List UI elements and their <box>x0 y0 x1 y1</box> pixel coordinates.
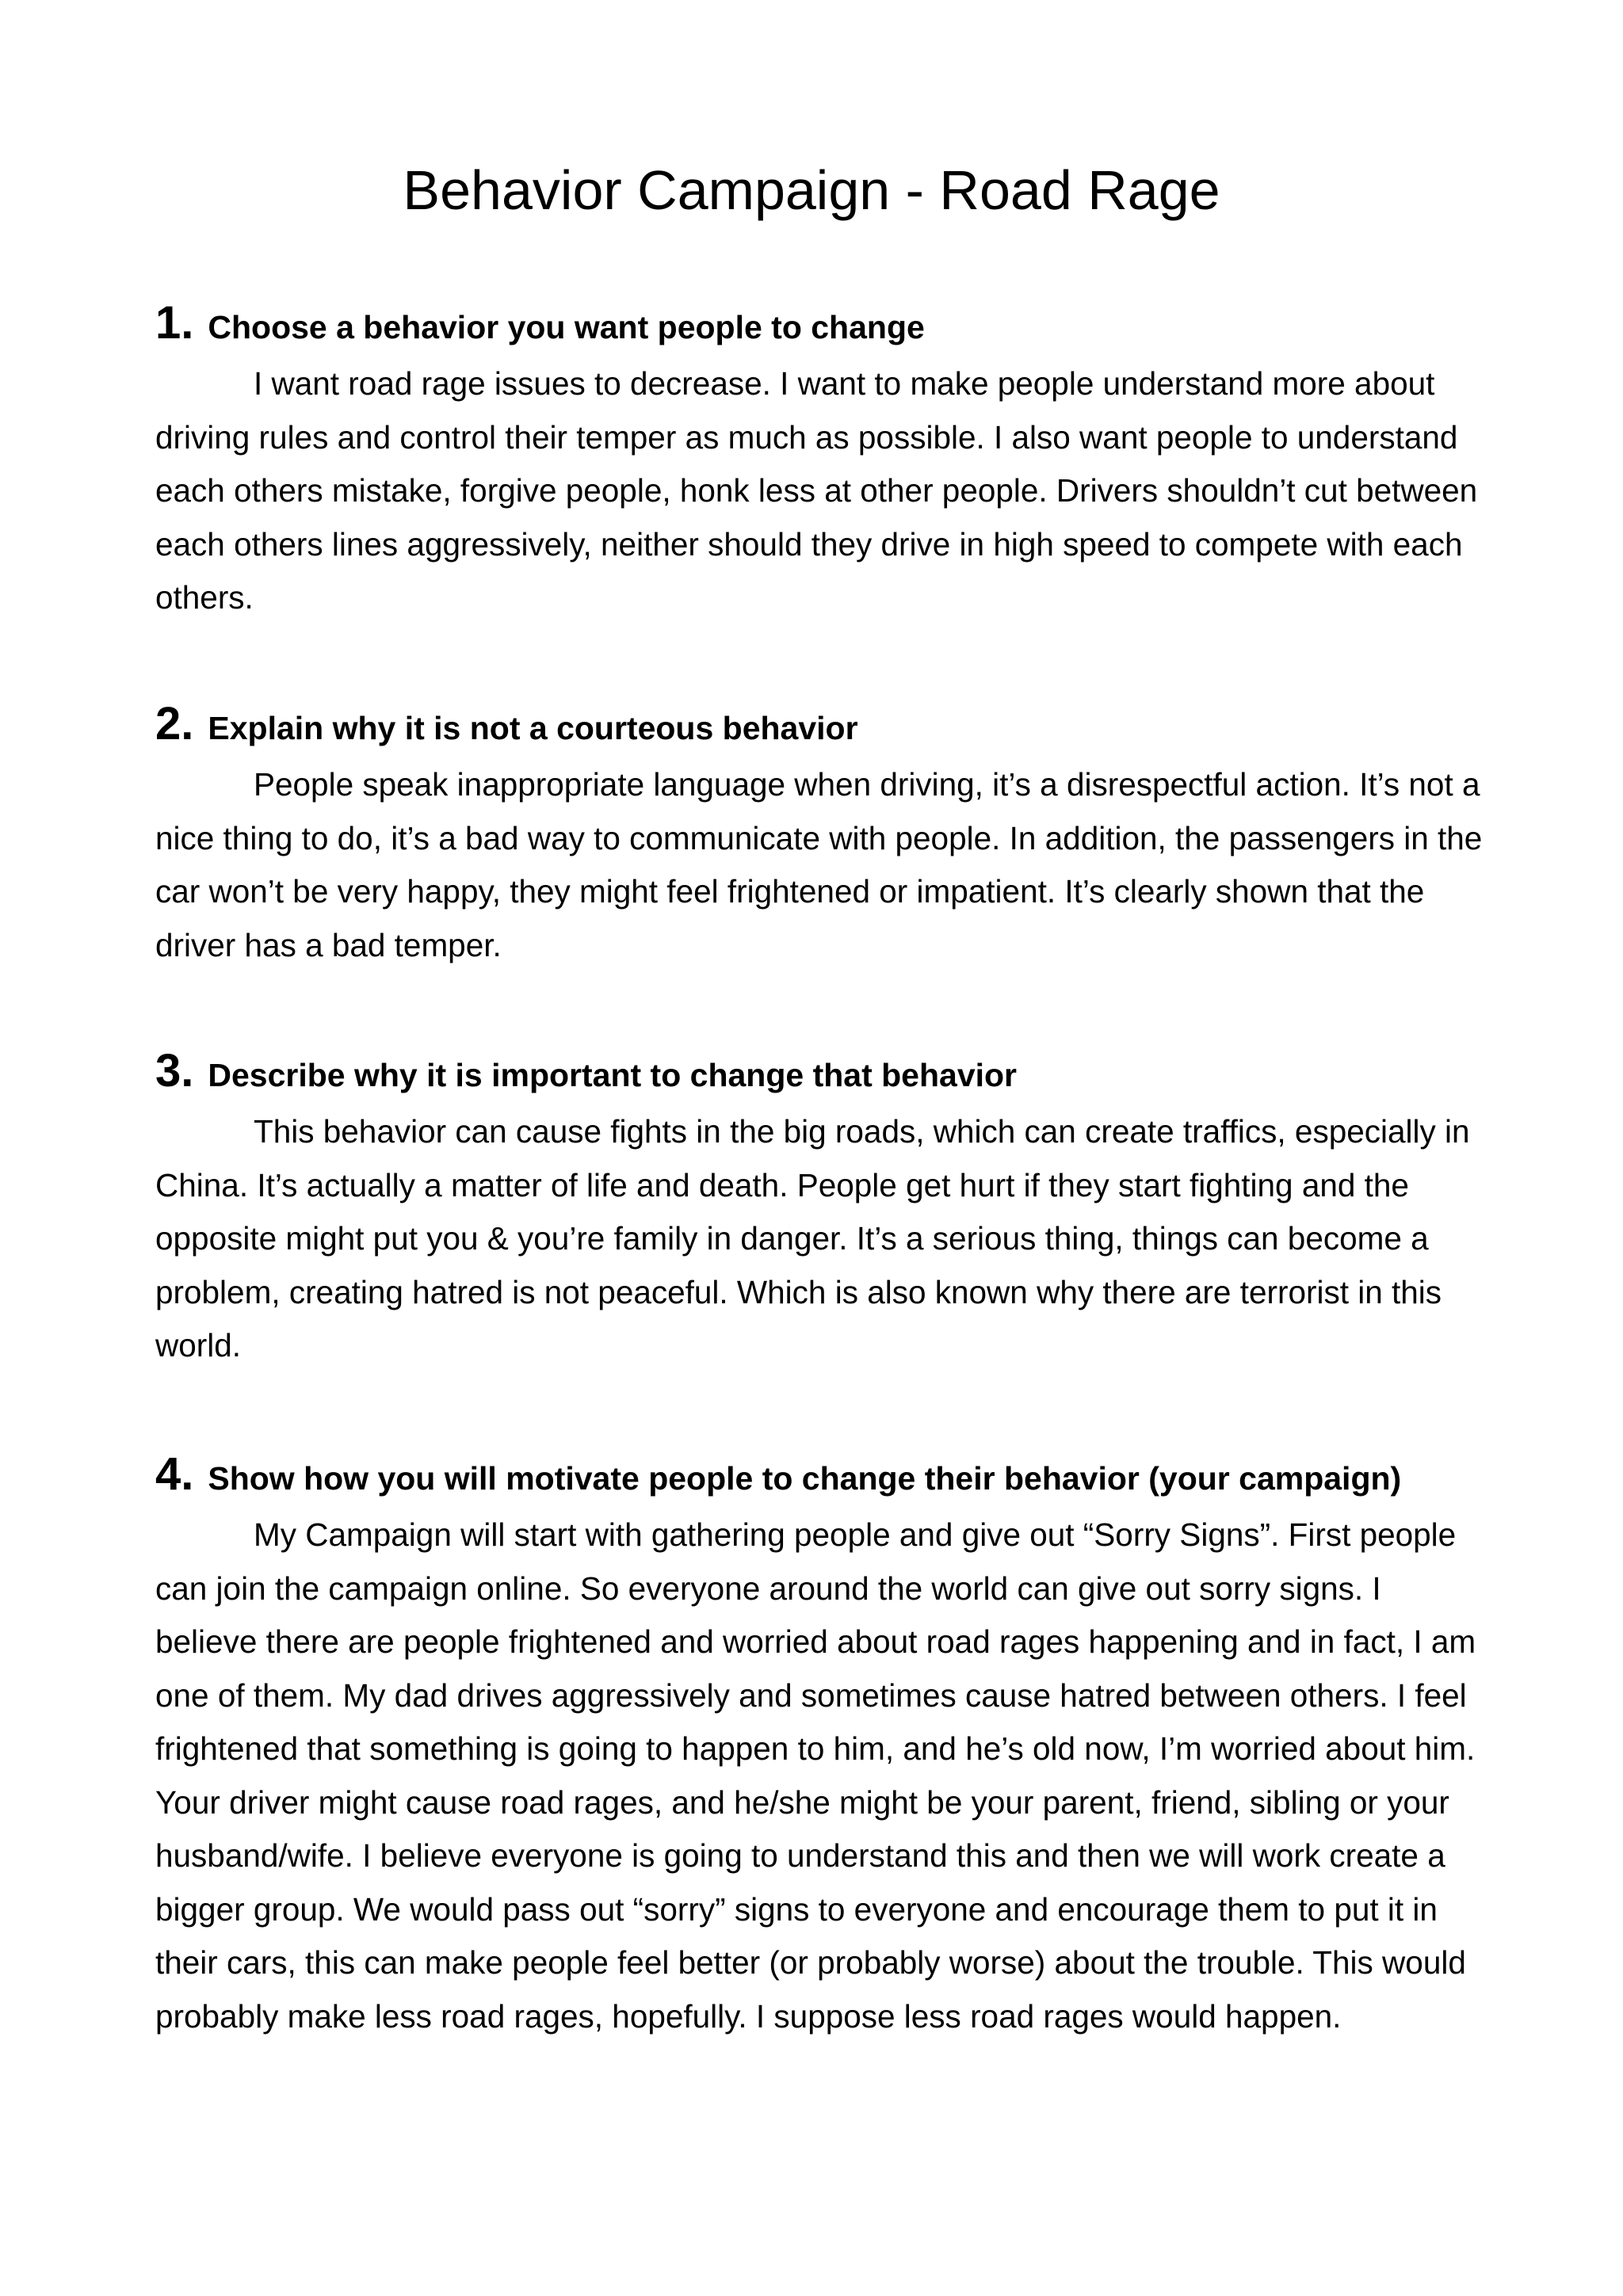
section-number: 2. <box>155 698 194 749</box>
section-body: My Campaign will start with gathering people and give out “Sorry Signs”. First people can join the campaign online. So everyone around the world can give out sorry signs. I believe there are people frightened and worried about road rages happening and in fact, I am one of them. My dad drives aggressively and sometimes cause hatred between others. I feel frightened that something is going to happen to him, and he’s old now, I’m worried about him. Your driver might cause road rages, and he/she might be your parent, friend, sibling or your husband/wife. I believe everyone is going to understand this and then we will work create a bigger group. We would pass out “sorry” signs to everyone and encourage them to put it in their cars, this can make people feel better (or probably worse) about the trouble. This would probably make less road rages, hopefully. I suppose less road rages would happen. <box>155 1516 1476 2035</box>
section-2 <box>155 700 1487 972</box>
section-heading-text: Show how you will motivate people to change their behavior (your campaign) <box>208 1460 1402 1497</box>
section-heading-text: Choose a behavior you want people to change <box>208 309 925 345</box>
section-1 <box>155 299 1487 625</box>
section-heading-text: Explain why it is not a courteous behavior <box>208 710 858 746</box>
section-heading <box>155 299 1487 351</box>
section-heading-text: Describe why it is important to change that behavior <box>208 1057 1018 1093</box>
section-heading <box>155 700 1487 752</box>
section-body: People speak inappropriate language when driving, it’s a disrespectful action. It’s not a nice thing to do, it’s a bad way to communicate with people. In addition, the passengers in the car won’t be very happy, they might feel frightened or impatient. It’s clearly shown that the driver has a bad temper. <box>155 766 1483 963</box>
section-heading <box>155 1448 1487 1502</box>
section-number: 3. <box>155 1045 194 1097</box>
section-heading <box>155 1047 1487 1099</box>
section-number: 4. <box>155 1448 194 1500</box>
document-title: Behavior Campaign - Road Rage <box>403 159 1220 221</box>
section-number: 1. <box>155 297 194 349</box>
section-body: I want road rage issues to decrease. I want to make people understand more about driving rules and control their temper as much as possible. I also want people to understand each others mistake, forgive people, honk less at other people. Drivers shouldn’t cut between each others lines aggressively, neither should they drive in high speed to compete with each others. <box>155 365 1478 616</box>
section-4 <box>155 1448 1487 2043</box>
section-body: This behavior can cause fights in the big roads, which can create traffics, especially in China. It’s actually a matter of life and death. People get hurt if they start fighting and the opposite might put you & you’re family in danger. It’s a serious thing, things can become a problem, creating hatred is not peaceful. Which is also known why there are terrorist in this world. <box>155 1113 1470 1363</box>
section-3 <box>155 1047 1487 1373</box>
